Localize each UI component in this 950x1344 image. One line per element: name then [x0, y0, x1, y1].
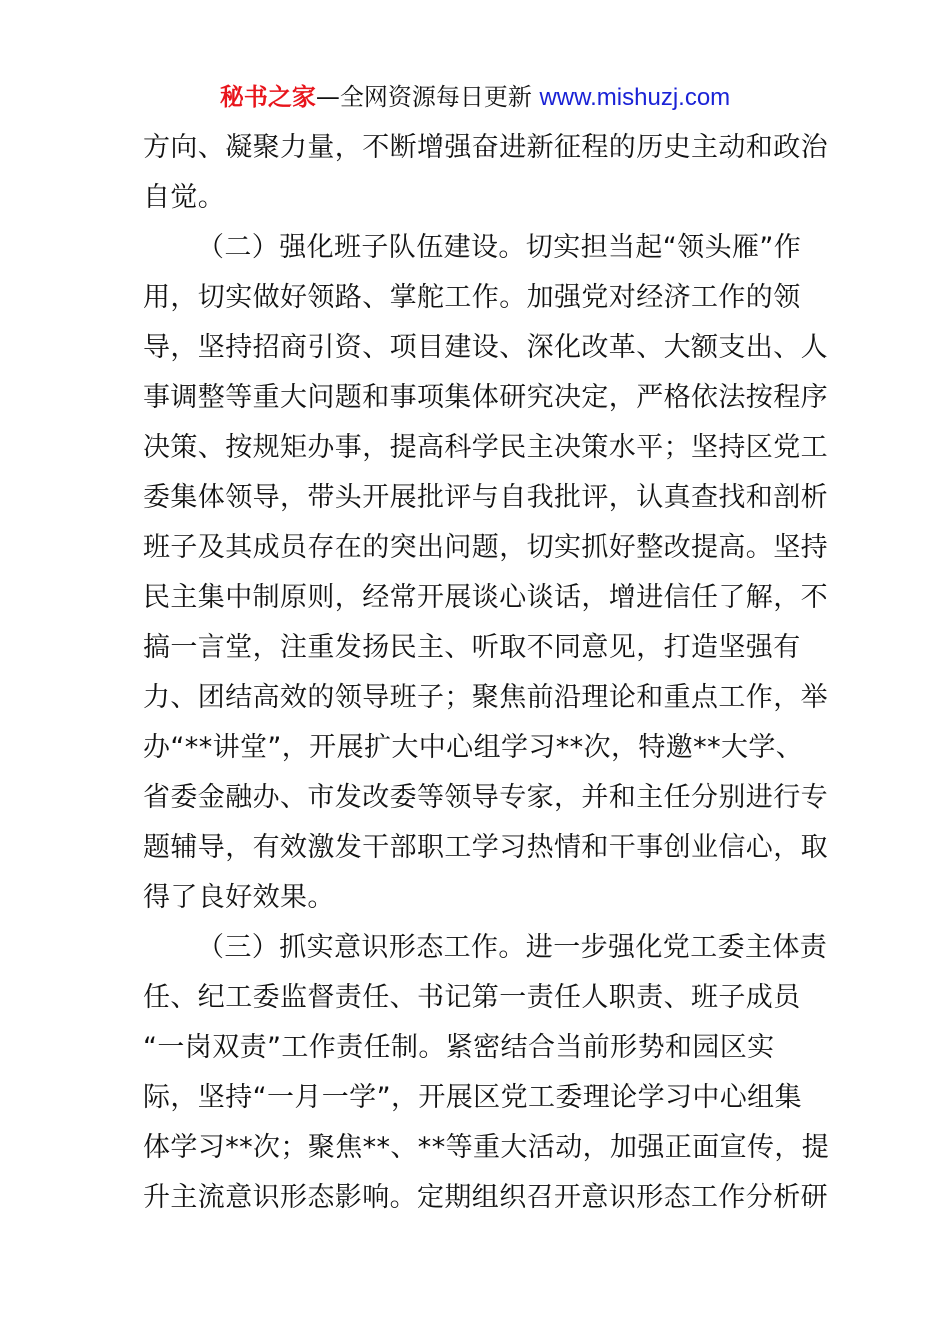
text-line: 班子及其成员存在的突出问题，切实抓好整改提高。坚持: [143, 532, 828, 563]
text-line: 决策、按规矩办事，提高科学民主决策水平；坚持区党工: [143, 432, 828, 463]
site-url-link[interactable]: www.mishuzj.com: [539, 84, 731, 111]
text-line: 事调整等重大问题和事项集体研究决定，严格依法按程序: [143, 382, 828, 413]
text-line: 民主集中制原则，经常开展谈心谈话，增进信任了解，不: [143, 582, 828, 613]
document-body: [143, 123, 830, 1223]
text-line: 搞一言堂，注重发扬民主、听取不同意见，打造坚强有: [143, 632, 801, 663]
page-header: [0, 80, 950, 115]
text-line: 办“**讲堂”，开展扩大中心组学习**次，特邀**大学、: [143, 732, 804, 763]
text-line: 力、团结高效的领导班子；聚焦前沿理论和重点工作，举: [143, 682, 828, 713]
text-line: 方向、凝聚力量，不断增强奋进新征程的历史主动和政治: [143, 132, 828, 163]
text-line: 得了良好效果。: [143, 882, 335, 913]
text-line: “一岗双责”工作责任制。紧密结合当前形势和园区实: [143, 1032, 775, 1063]
text-line: 省委金融办、市发改委等领导专家，并和主任分别进行专: [143, 782, 828, 813]
text-line: 际，坚持“一月一学”，开展区党工委理论学习中心组集: [143, 1082, 802, 1113]
text-line: 用，切实做好领路、掌舵工作。加强党对经济工作的领: [143, 282, 801, 313]
brand-name: 秘书之家: [219, 83, 316, 111]
paragraph-start-line: （三）抓实意识形态工作。进一步强化党工委主体责: [197, 932, 828, 963]
text-line: 导，坚持招商引资、项目建设、深化改革、大额支出、人: [143, 332, 828, 363]
paragraph-start-line: （二）强化班子队伍建设。切实担当起“领头雁”作: [197, 232, 802, 263]
text-line: 自觉。: [143, 182, 226, 213]
header-tagline: —全网资源每日更新: [315, 83, 540, 111]
text-line: 任、纪工委监督责任、书记第一责任人职责、班子成员: [143, 982, 801, 1013]
text-line: 题辅导，有效激发干部职工学习热情和干事创业信心，取: [143, 832, 828, 863]
text-line: 体学习**次；聚焦**、**等重大活动，加强正面宣传，提: [143, 1132, 830, 1163]
text-line: 升主流意识形态影响。定期组织召开意识形态工作分析研: [143, 1182, 828, 1213]
text-line: 委集体领导，带头开展批评与自我批评，认真查找和剖析: [143, 482, 828, 513]
